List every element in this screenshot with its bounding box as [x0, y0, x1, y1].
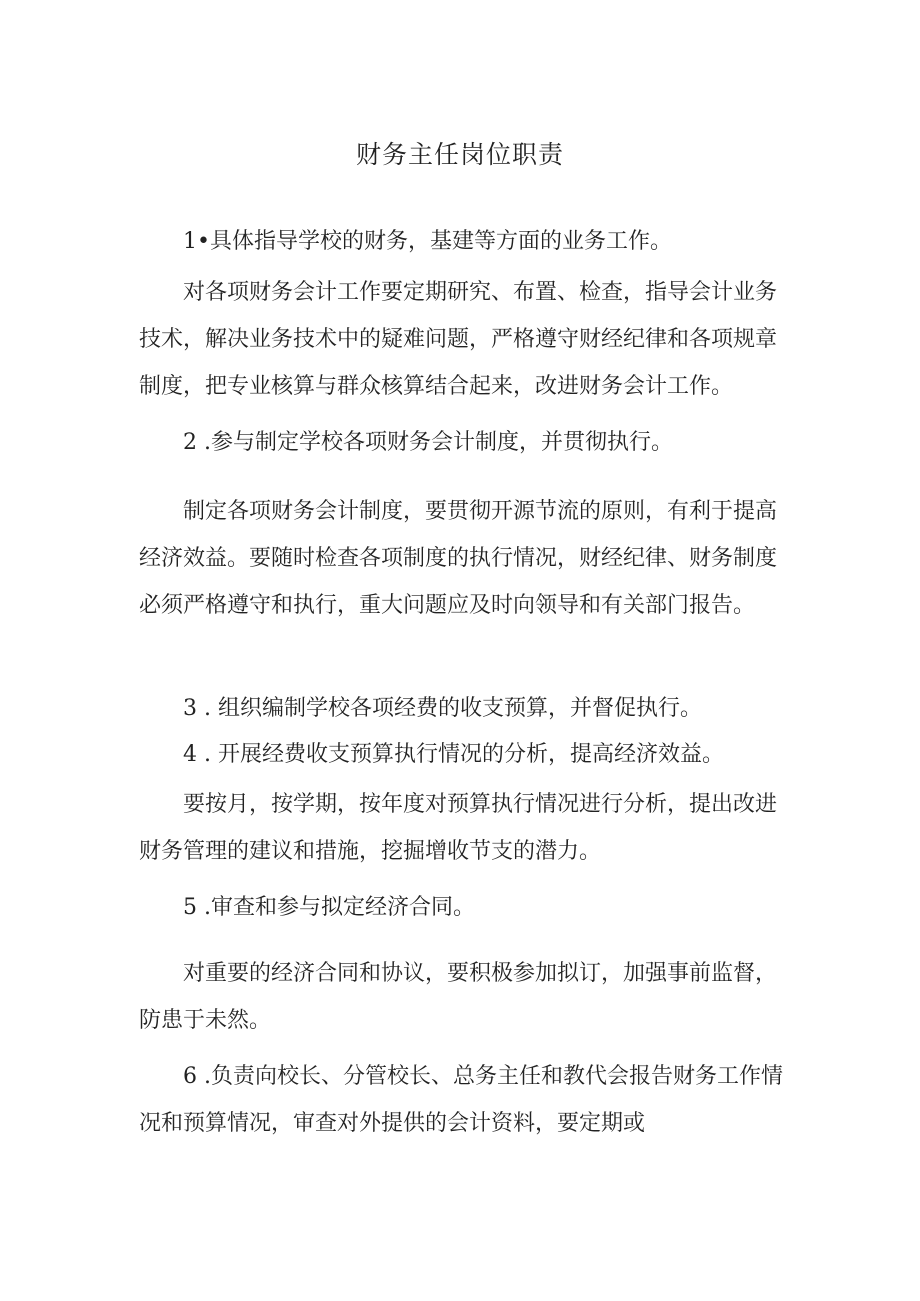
paragraph-item-5-detail: 对重要的经济合同和协议，要积极参加拟订，加强事前监督，防患于未然。	[139, 961, 778, 1033]
paragraph-item-1-detail: 对各项财务会计工作要定期研究、布置、检查，指导会计业务技术，解决业务技术中的疑难问题，严格遵守财经纪律和各项规章制度，把专业核算与群众核算结合起来，改进财务会计工作。	[139, 280, 778, 399]
paragraph-item-4-detail: 要按月，按学期，按年度对预算执行情况进行分析，提出改进财务管理的建议和措施，挖掘增收节支的潜力。	[139, 792, 778, 864]
paragraph-item-3: 3 . 组织编制学校各项经费的收支预算，并督促执行。	[183, 696, 702, 721]
paragraph-item-5: 5 .审查和参与拟定经济合同。	[183, 895, 475, 920]
document-title: 财务主任岗位职责	[355, 140, 564, 169]
paragraph-item-2-detail: 制定各项财务会计制度，要贯彻开源节流的原则，有利于提高经济效益。要随时检查各项制度的执行情况，财经纪律、财务制度必须严格遵守和执行，重大问题应及时向领导和有关部门报告。	[139, 499, 778, 618]
paragraph-item-2: 2 .参与制定学校各项财务会计制度，并贯彻执行。	[183, 430, 673, 455]
paragraph-item-4: 4 . 开展经费收支预算执行情况的分析，提高经济效益。	[183, 742, 724, 767]
paragraph-item-1: 1•具体指导学校的财务，基建等方面的业务工作。	[183, 229, 672, 254]
paragraph-item-6: 6 .负责向校长、分管校长、总务主任和教代会报告财务工作情况和预算情况，审查对外提供的会计资料，要定期或	[139, 1064, 783, 1136]
